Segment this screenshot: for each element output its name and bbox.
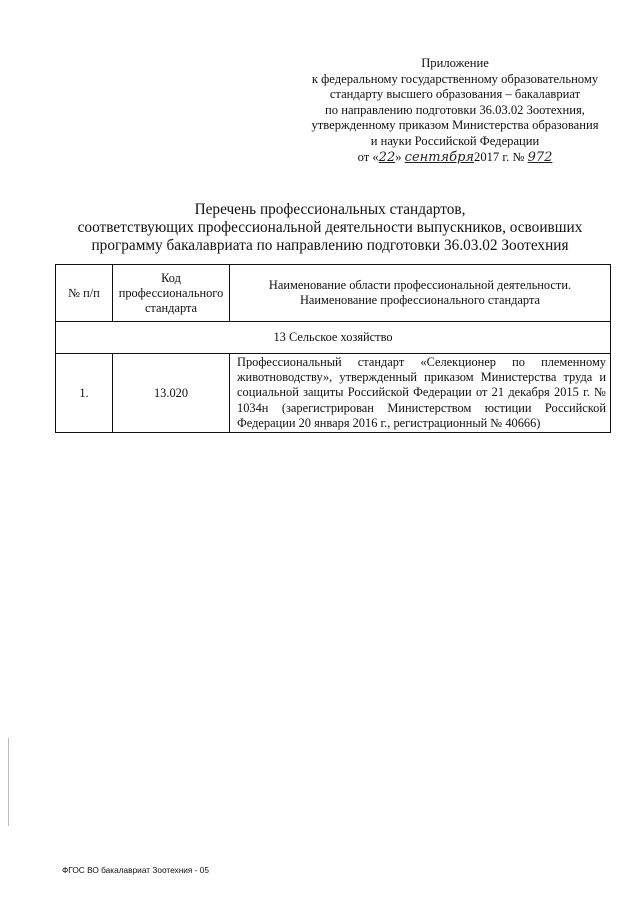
row-code: 13.020	[113, 354, 230, 433]
row-standard-name: Профессиональный стандарт «Селекционер по племенному животноводству», утвержденный приказом Министерства труда и социальной защиты Российской Федерации от 21 декабря 2015 г. № 1034н (зарегистрирован Министерством юстиции Российской Федерации 20 января 2016 г., регистрационный № 40666)	[230, 354, 611, 433]
section-row	[56, 322, 611, 354]
section-title: 13 Сельское хозяйство	[56, 322, 611, 354]
appendix-block	[295, 56, 615, 165]
table-header-row	[56, 265, 611, 322]
approval-date-line	[295, 150, 615, 166]
appendix-line: Приложение	[421, 56, 489, 70]
title-line: программу бакалавриата по направлению подготовки 36.03.02 Зоотехния	[91, 237, 569, 255]
date-mid: »	[395, 149, 402, 164]
date-day-handwritten: 22	[378, 149, 396, 165]
page-footer: ФГОС ВО бакалавриат Зоотехния - 05	[62, 865, 210, 875]
date-prefix: от «	[357, 149, 379, 164]
document-title	[60, 201, 600, 256]
appendix-line: утвержденному приказом Министерства образования	[311, 118, 599, 133]
header-code: Код профессионального стандарта	[113, 265, 230, 322]
scan-margin-line	[8, 738, 9, 826]
appendix-line: к федеральному государственному образовательному	[311, 71, 599, 86]
row-number: 1.	[56, 354, 113, 433]
order-number-handwritten: 972	[527, 149, 553, 165]
standards-table	[55, 264, 611, 433]
table-row	[56, 354, 611, 433]
header-name: Наименование области профессиональной деятельности. Наименование профессионального стандарта	[230, 265, 611, 322]
appendix-line: по направлению подготовки 36.03.02 Зоотехния,	[325, 102, 585, 117]
appendix-line: и науки Российской Федерации	[370, 133, 540, 148]
header-number: № п/п	[56, 265, 113, 322]
title-line: Перечень профессиональных стандартов,	[194, 201, 466, 218]
date-year: 2017 г. №	[474, 149, 525, 164]
title-line: соответствующих профессиональной деятельности выпускников, освоивших	[77, 219, 583, 237]
date-month-handwritten: сентября	[404, 149, 475, 165]
appendix-line: стандарту высшего образования – бакалавриат	[329, 87, 581, 102]
